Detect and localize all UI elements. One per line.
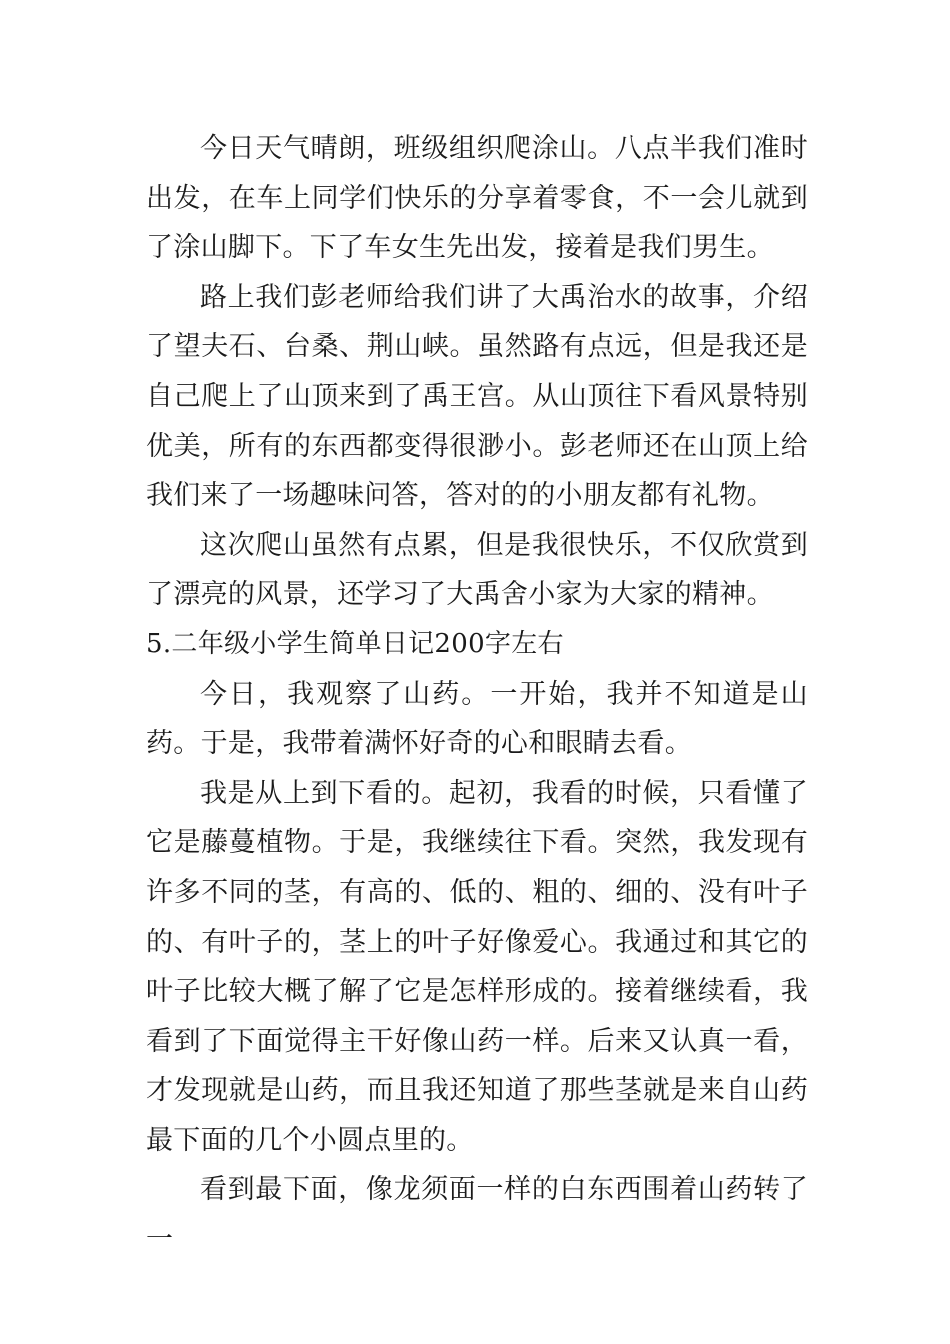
paragraph-yam-intro: 今日，我观察了山药。一开始，我并不知道是山药。于是，我带着满怀好奇的心和眼睛去看。 bbox=[146, 678, 808, 760]
section-heading: 5.二年级小学生简单日记200字左右 bbox=[146, 628, 564, 659]
paragraph-yam-observation: 我是从上到下看的。起初，我看的时候，只看懂了它是藤蔓植物。于是，我继续往下看。突然，我发现有许多不同的茎，有高的、低的、粗的、细的、没有叶子的、有叶子的，茎上的叶子好像爱心。我通过和其它的叶子比较大概了解了它是怎样形成的。接着继续看，我看到了下面觉得主干好像山药一样。后来又认真一看，才发现就是山药，而且我还知道了那些茎就是来自山药最下面的几个小圆点里的。 bbox=[146, 777, 808, 1156]
paragraph-climb-journey: 路上我们彭老师给我们讲了大禹治水的故事，介绍了望夫石、台桑、荆山峡。虽然路有点远，但是我还是自己爬上了山顶来到了禹王宫。从山顶往下看风景特别优美，所有的东西都变得很渺小。彭老师还在山顶上给我们来了一场趣味问答，答对的的小朋友都有礼物。 bbox=[146, 281, 808, 512]
document-page bbox=[146, 124, 808, 1265]
paragraph-climb-conclusion: 这次爬山虽然有点累，但是我很快乐，不仅欣赏到了漂亮的风景，还学习了大禹舍小家为大家的精神。 bbox=[146, 529, 808, 611]
paragraph-yam-bottom: 看到最下面，像龙须面一样的白东西围着山药转了一 bbox=[146, 1174, 808, 1256]
paragraph-climb-intro: 今日天气晴朗，班级组织爬涂山。八点半我们准时出发，在车上同学们快乐的分享着零食，不一会儿就到了涂山脚下。下了车女生先出发，接着是我们男生。 bbox=[146, 133, 808, 264]
